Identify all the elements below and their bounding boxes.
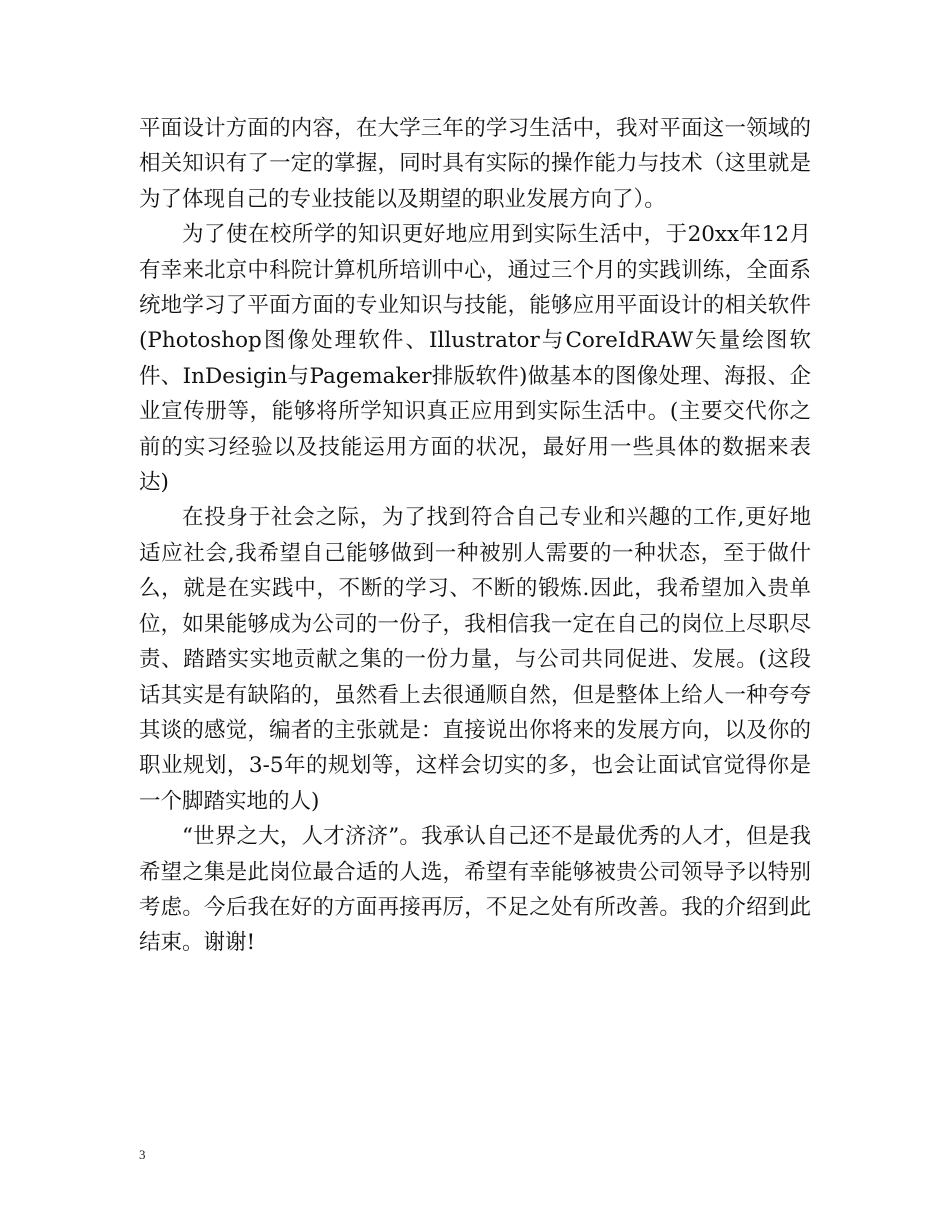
paragraph-3: 在投身于社会之际，为了找到符合自己专业和兴趣的工作,更好地适应社会,我希望自己能够做到一种被别人需要的一种状态，至于做什么，就是在实践中，不断的学习、不断的锻炼.因此，我希望加入贵单位，如果能够成为公司的一份子，我相信我一定在自己的岗位上尽职尽责、踏踏实实地贡献之集的一份力量，与公司共同促进、发展。(这段话其实是有缺陷的，虽然看上去很通顺自然，但是整体上给人一种夸夸其谈的感觉，编者的主张就是：直接说出你将来的发展方向，以及你的职业规划，3-5年的规划等，这样会切实的多，也会让面试官觉得你是一个脚踏实地的人) xyxy=(139,505,811,814)
paragraph-2: 为了使在校所学的知识更好地应用到实际生活中，于20xx年12月有幸来北京中科院计算机所培训中心，通过三个月的实践训练，全面系统地学习了平面方面的专业知识与技能，能够应用平面设计的相关软件(Photoshop图像处理软件、Illustrator与CoreIdRAW矢量绘图软件、InDesigin与Pagemaker排版软件)做基本的图像处理、海报、企业宣传册等，能够将所学知识真正应用到实际生活中。(主要交代你之前的实习经验以及技能运用方面的状况，最好用一些具体的数据来表达) xyxy=(139,222,811,496)
paragraph-4: “世界之大，人才济济”。我承认自己还不是最优秀的人才，但是我希望之集是此岗位最合适的人选，希望有幸能够被贵公司领导予以特别考虑。今后我在好的方面再接再厉，不足之处有所改善。我的介绍到此结束。谢谢! xyxy=(139,824,811,956)
page-number: 3 xyxy=(139,1147,146,1162)
document-body xyxy=(139,111,811,961)
paragraph-1: 平面设计方面的内容，在大学三年的学习生活中，我对平面这一领域的相关知识有了一定的掌握，同时具有实际的操作能力与技术（这里就是为了体现自己的专业技能以及期望的职业发展方向了）。 xyxy=(139,116,811,212)
